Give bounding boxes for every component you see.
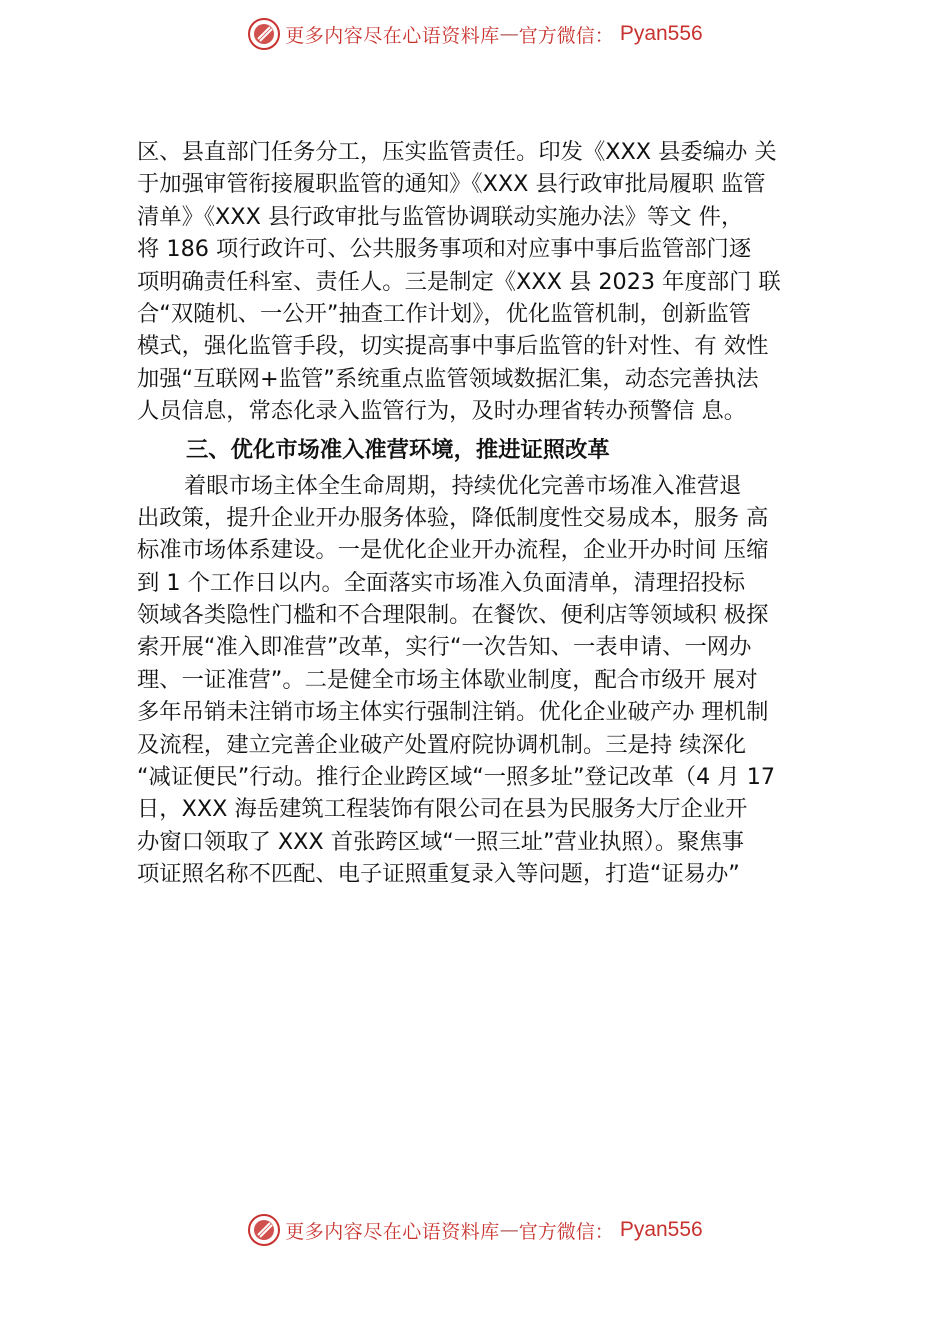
seal-logo-icon — [247, 17, 281, 51]
text-line: 着眼市场主体全生命周期，持续优化完善市场准入准营退 — [184, 472, 742, 499]
text-line: 模式，强化监管手段，切实提高事中事后监管的针对性、有 效性 — [137, 333, 769, 360]
banner-text: 更多内容尽在心语资料库 — [285, 1220, 500, 1243]
text-line: 清单》《XXX 县行政审批与监管协调联动实施办法》等文 件， — [137, 203, 744, 230]
text-line: 多年吊销未注销市场主体实行强制注销。优化企业破产办 理机制 — [137, 699, 769, 726]
text-line: 领域各类隐性门槛和不合理限制。在餐饮、便利店等领域积 极探 — [137, 602, 769, 629]
text-line: 于加强审管衔接履职监管的通知》《XXX 县行政审批局履职 监管 — [137, 171, 766, 198]
text-line: 到 1 个工作日以内。全面落实市场准入负面清单，清理招投标 — [137, 569, 746, 596]
text-line: 合“双随机、一公开”抽查工作计划》，优化监管机制，创新监管 — [137, 300, 751, 327]
text-line: 区、县直部门任务分工，压实监管责任。印发《XXX 县委编办 关 — [137, 139, 777, 165]
document-body — [137, 136, 839, 891]
banner-wechat-id: Pyan556 — [619, 1218, 703, 1241]
header-banner — [0, 14, 950, 54]
section-heading: 三、优化市场准入准营环境，推进证照改革 — [186, 436, 610, 463]
text-line: 索开展“准入即准营”改革，实行“一次告知、一表申请、一网办 — [137, 634, 752, 661]
banner-wechat-id: Pyan556 — [619, 22, 703, 45]
text-line: 及流程，建立完善企业破产处置府院协调机制。三是持 续深化 — [137, 731, 747, 758]
footer-banner — [0, 1210, 950, 1250]
text-line: 人员信息，常态化录入监管行为，及时办理省转办预警信 息。 — [137, 398, 747, 425]
text-line: 出政策，提升企业开办服务体验，降低制度性交易成本，服务 高 — [137, 504, 769, 531]
text-line: 理、一证准营”。二是健全市场主体歇业制度，配合市级开 展对 — [137, 666, 758, 693]
seal-logo-icon — [247, 1213, 281, 1247]
text-line: 办窗口领取了 XXX 首张跨区域“一照三址”营业执照）。聚焦事 — [137, 828, 745, 855]
text-line: 标准市场体系建设。一是优化企业开办流程，企业开办时间 压缩 — [137, 537, 769, 564]
banner-separator: — — [499, 1219, 519, 1241]
text-line: “减证便民”行动。推行企业跨区域“一照多址”登记改革（4 月 17 — [137, 764, 776, 791]
text-line: 加强“互联网+监管”系统重点监管领域数据汇集，动态完善执法 — [137, 365, 759, 392]
banner-text: 更多内容尽在心语资料库 — [285, 24, 500, 47]
banner-wechat-label: 官方微信： — [518, 1220, 614, 1243]
banner-separator: — — [499, 23, 519, 45]
text-line: 项证照名称不匹配、电子证照重复录入等问题，打造“证易办” — [137, 861, 740, 888]
text-line: 日，XXX 海岳建筑工程装饰有限公司在县为民服务大厅企业开 — [137, 796, 748, 823]
paragraph-1 — [137, 136, 839, 428]
banner-wechat-label: 官方微信： — [518, 24, 614, 47]
paragraph-2 — [137, 470, 839, 891]
text-line: 项明确责任科室、责任人。三是制定《XXX 县 2023 年度部门 联 — [137, 268, 781, 295]
text-line: 将 186 项行政许可、公共服务事项和对应事中事后监管部门逐 — [137, 236, 752, 263]
